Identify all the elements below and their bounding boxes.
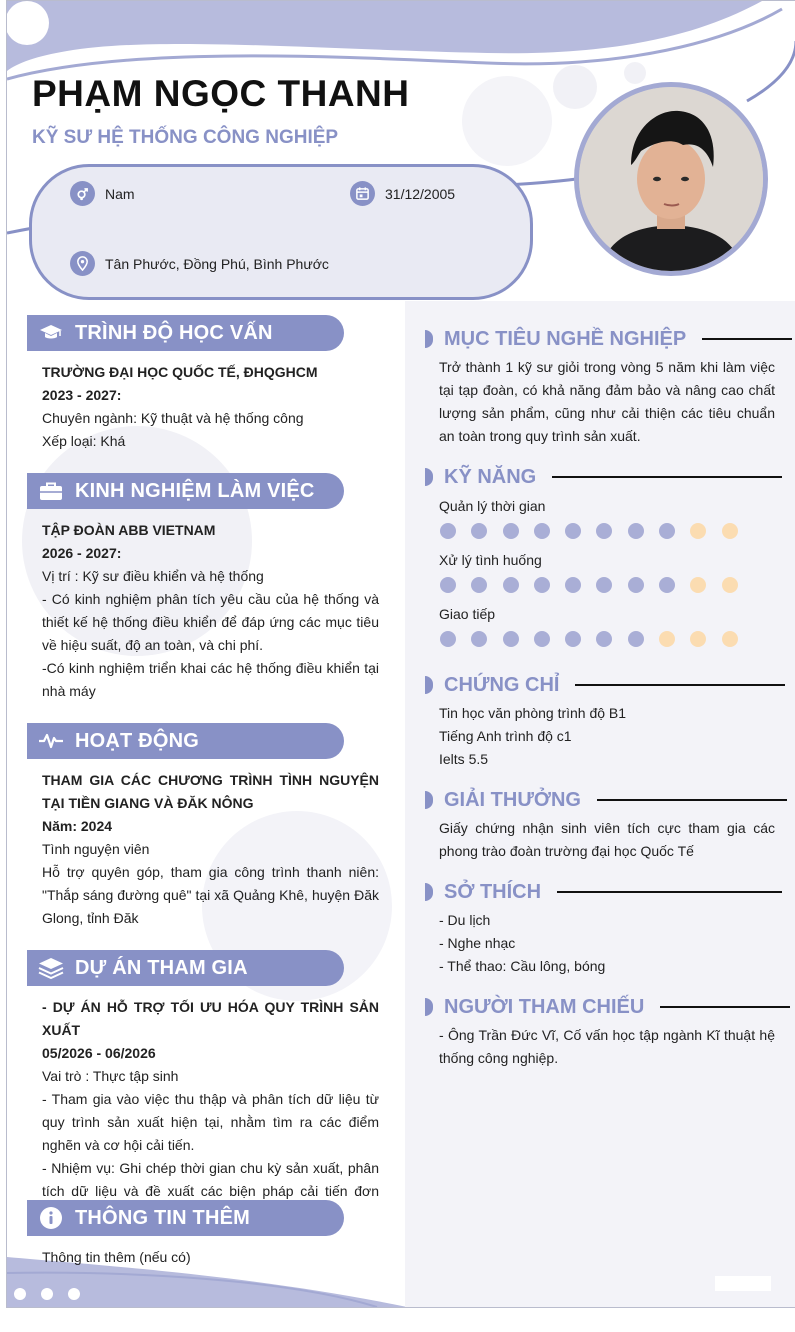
skill-dot-filled — [596, 631, 612, 647]
skill-dot-filled — [534, 631, 550, 647]
section-rule — [552, 476, 782, 478]
experience-position: Vị trí : Kỹ sư điều khiển và hệ thống — [42, 568, 264, 584]
section-title: THÔNG TIN THÊM — [75, 1206, 251, 1229]
section-title: CHỨNG CHỈ — [444, 673, 560, 696]
skill-dot-empty — [722, 523, 738, 539]
skill-dot-empty — [690, 577, 706, 593]
certificates-content — [439, 702, 775, 771]
location-pin-icon — [70, 251, 95, 276]
extra-content — [42, 1246, 379, 1269]
skill-dot-filled — [628, 631, 644, 647]
profile-photo — [574, 82, 768, 276]
gender-text: Nam — [105, 185, 135, 202]
section-rule — [597, 799, 787, 801]
half-circle-marker — [425, 676, 433, 694]
section-rule — [702, 338, 792, 340]
gender-info — [70, 181, 135, 206]
objective-content — [439, 356, 775, 448]
skill-dot-empty — [722, 631, 738, 647]
half-circle-marker — [425, 998, 433, 1016]
award-text: Giấy chứng nhận sinh viên tích cực tham gia các phong trào đoàn trường đại học Quốc Tế — [439, 820, 775, 859]
hobby-item: - Thể thao: Cầu lông, bóng — [439, 958, 606, 974]
skill-dot-filled — [440, 631, 456, 647]
certificate-item: Tin học văn phòng trình độ B1 — [439, 705, 627, 721]
layers-icon — [27, 957, 75, 979]
section-header-awards — [425, 787, 787, 813]
experience-period: 2026 - 2027: — [42, 545, 122, 561]
address-info — [70, 251, 329, 276]
half-circle-marker — [425, 330, 433, 348]
project-desc: - Tham gia vào việc thu thập và phân tích dữ liệu từ quy trình sản xuất hiện tại, nhằm tìm ra các điểm nghẽn và cơ hội cải tiến. — [42, 1091, 379, 1153]
skill-dot-empty — [690, 523, 706, 539]
certificate-item: Tiếng Anh trình độ c1 — [439, 728, 572, 744]
info-icon — [27, 1206, 75, 1230]
section-rule — [660, 1006, 790, 1008]
section-title: SỞ THÍCH — [444, 880, 542, 903]
experience-content — [42, 519, 379, 703]
section-rule — [575, 684, 785, 686]
candidate-name: PHẠM NGỌC THANH — [32, 73, 410, 114]
activity-year: Năm: 2024 — [42, 818, 113, 834]
section-header-objective — [425, 326, 792, 352]
cv-page — [6, 0, 795, 1308]
activities-content — [42, 769, 379, 930]
awards-content — [439, 817, 775, 863]
school-name: TRƯỜNG ĐẠI HỌC QUỐC TẾ, ĐHQGHCM — [42, 364, 318, 380]
skill-dot-filled — [628, 523, 644, 539]
section-header-experience — [27, 473, 344, 509]
half-circle-marker — [425, 883, 433, 901]
skill-dot-filled — [471, 577, 487, 593]
certificate-item: Ielts 5.5 — [439, 751, 489, 767]
hobby-item: - Du lịch — [439, 912, 491, 928]
skill-dot-empty — [722, 577, 738, 593]
skill-dot-filled — [628, 577, 644, 593]
skill-dot-filled — [534, 577, 550, 593]
birthdate-info — [350, 181, 455, 206]
skill-dot-empty — [659, 631, 675, 647]
skill-dot-filled — [565, 523, 581, 539]
section-header-projects — [27, 950, 344, 986]
project-desc: - Nhiệm vụ: Ghi chép thời gian chu kỳ sản xuất, phân tích dữ liệu và đề xuất các biện pháp cải tiến đơn — [42, 1160, 379, 1199]
half-circle-marker — [425, 468, 433, 486]
reference-text: - Ông Trần Đức Vĩ, Cố vấn học tập ngành Kĩ thuật hệ thống công nghiệp. — [439, 1027, 775, 1066]
skill-rating — [440, 631, 753, 647]
skill-dot-filled — [596, 523, 612, 539]
education-period: 2023 - 2027: — [42, 387, 122, 403]
section-title: NGƯỜI THAM CHIẾU — [444, 995, 645, 1018]
skill-label: Giao tiếp — [439, 606, 496, 622]
section-header-activities — [27, 723, 344, 759]
address-text: Tân Phước, Đồng Phú, Bình Phước — [105, 255, 329, 272]
education-content — [42, 361, 379, 453]
skill-label: Xử lý tình huống — [439, 552, 542, 568]
skill-dot-empty — [690, 631, 706, 647]
education-rank: Xếp loại: Khá — [42, 433, 126, 449]
gender-icon — [70, 181, 95, 206]
skill-label: Quản lý thời gian — [439, 498, 546, 514]
birthdate-text: 31/12/2005 — [385, 185, 456, 202]
project-period: 05/2026 - 06/2026 — [42, 1045, 156, 1061]
hobbies-content — [439, 909, 775, 978]
briefcase-icon — [27, 481, 75, 501]
skill-rating — [440, 577, 753, 593]
skill-rating — [440, 523, 753, 539]
calendar-icon — [350, 181, 375, 206]
experience-desc: - Có kinh nghiệm phân tích yêu cầu của hệ thống và thiết kế hệ thống điều khiển để đáp ứng các mục tiêu về hiệu suất, độ an toàn, và chi phí. — [42, 591, 379, 653]
job-title: KỸ SƯ HỆ THỐNG CÔNG NGHIỆP — [32, 127, 339, 148]
footer-bar — [715, 1276, 771, 1291]
project-role: Vai trò : Thực tập sinh — [42, 1068, 179, 1084]
section-title: KỸ NĂNG — [444, 465, 537, 488]
activity-role: Tình nguyện viên — [42, 841, 150, 857]
skill-dot-filled — [471, 631, 487, 647]
skill-dot-filled — [596, 577, 612, 593]
footer-dots — [7, 1281, 97, 1307]
section-rule — [557, 891, 782, 893]
section-header-references — [425, 994, 790, 1020]
section-title: DỰ ÁN THAM GIA — [75, 956, 248, 979]
section-header-education — [27, 315, 344, 351]
activity-desc: Hỗ trợ quyên góp, tham gia công trình thanh niên: "Thắp sáng đường quê" tại xã Quảng Khê, huyện Đăk Glong, tỉnh Đăk — [42, 864, 379, 926]
skill-dot-filled — [440, 577, 456, 593]
section-title: TRÌNH ĐỘ HỌC VẤN — [75, 321, 273, 344]
skill-dot-filled — [659, 523, 675, 539]
skill-dot-filled — [565, 631, 581, 647]
activity-title: THAM GIA CÁC CHƯƠNG TRÌNH TÌNH NGUYỆN TẠI TIỀN GIANG VÀ ĐĂK NÔNG — [42, 772, 379, 811]
skill-dot-filled — [503, 631, 519, 647]
experience-desc: -Có kinh nghiệm triển khai các hệ thống điều khiển tại nhà máy — [42, 660, 379, 699]
project-title: - DỰ ÁN HỖ TRỢ TỐI ƯU HÓA QUY TRÌNH SẢN XUẤT — [42, 999, 379, 1038]
objective-text: Trở thành 1 kỹ sư giỏi trong vòng 5 năm khi làm việc tại tạp đoàn, có khả năng đảm bảo và nâng cao chất lượng sản phẩm, cũng như cải thiện các tiêu chuẩn an toàn trong quy trình sản xuất. — [439, 359, 775, 444]
skill-dot-filled — [471, 523, 487, 539]
skill-dot-filled — [659, 577, 675, 593]
graduation-cap-icon — [27, 323, 75, 343]
section-title: KINH NGHIỆM LÀM VIỆC — [75, 479, 315, 502]
section-title: MỤC TIÊU NGHỀ NGHIỆP — [444, 327, 687, 350]
skill-dot-filled — [503, 577, 519, 593]
half-circle-marker — [425, 791, 433, 809]
extra-text: Thông tin thêm (nếu có) — [42, 1249, 191, 1265]
education-major: Chuyên ngành: Kỹ thuật và hệ thống công — [42, 410, 304, 426]
section-title: HOẠT ĐỘNG — [75, 729, 200, 752]
company-name: TẬP ĐOÀN ABB VIETNAM — [42, 522, 216, 538]
section-header-skills — [425, 464, 782, 490]
references-content — [439, 1024, 775, 1070]
projects-content — [42, 996, 379, 1226]
skill-dot-filled — [534, 523, 550, 539]
skill-dot-filled — [503, 523, 519, 539]
section-header-extra — [27, 1200, 344, 1236]
pulse-icon — [27, 732, 75, 750]
skill-dot-filled — [565, 577, 581, 593]
section-title: GIẢI THƯỞNG — [444, 788, 581, 811]
hobby-item: - Nghe nhạc — [439, 935, 516, 951]
section-header-certificates — [425, 672, 785, 698]
skill-dot-filled — [440, 523, 456, 539]
section-header-hobbies — [425, 879, 782, 905]
